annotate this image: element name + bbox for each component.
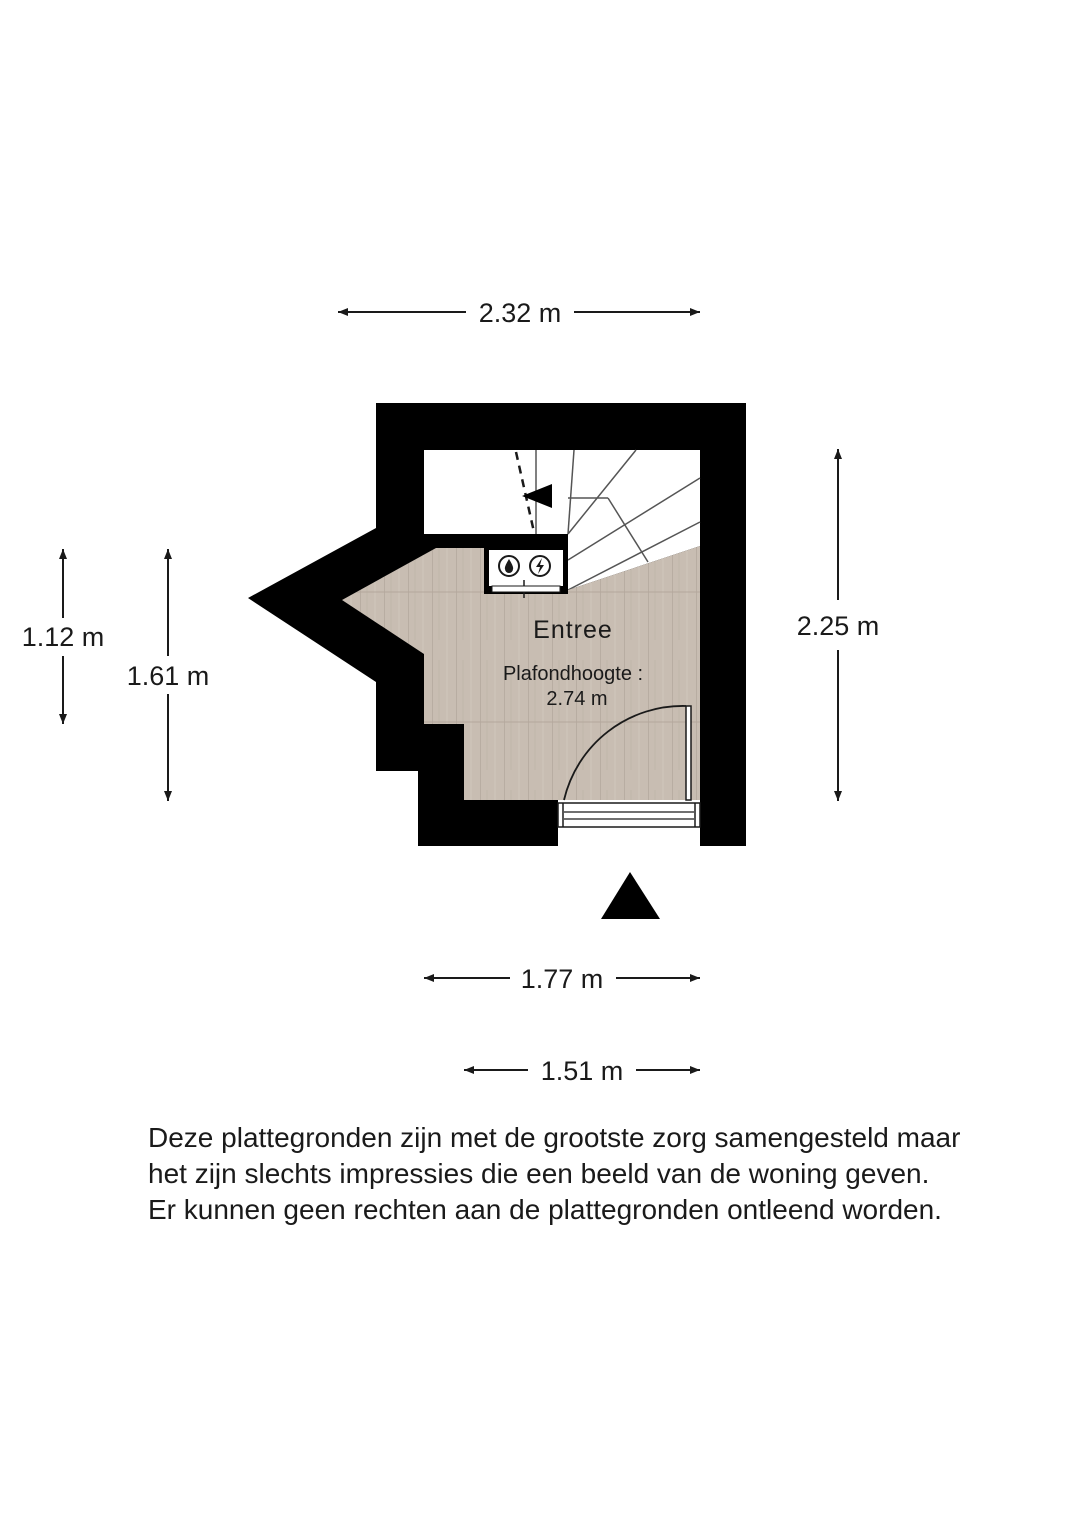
- room-name: Entree: [533, 616, 613, 644]
- disclaimer: [148, 1120, 1078, 1228]
- ceiling-height-label: Plafondhoogte :: [502, 663, 644, 685]
- dimension-label-bottom-upper: 1.77 m: [520, 964, 604, 994]
- dimension-label-right: 2.25 m: [796, 611, 880, 641]
- door-leaf: [686, 706, 691, 800]
- dimension-label-left-outer: 1.61 m: [126, 661, 210, 691]
- ceiling-height-value: 2.74 m: [546, 688, 608, 710]
- dimension-label-bottom-lower: 1.51 m: [540, 1056, 624, 1086]
- door-threshold: [558, 803, 700, 827]
- dimension-top: [338, 298, 700, 328]
- dimension-left-inner: [22, 549, 105, 724]
- dimension-bottom-lower: [464, 1056, 700, 1086]
- disclaimer-line: Deze plattegronden zijn met de grootste zorg samengesteld maar: [148, 1122, 961, 1153]
- disclaimer-line: Er kunnen geen rechten aan de plattegronden ontleend worden.: [148, 1194, 942, 1225]
- disclaimer-line: het zijn slechts impressies die een beeld van de woning geven.: [148, 1158, 930, 1189]
- dimension-left-outer: [127, 549, 210, 801]
- entrance-arrow-icon: [601, 872, 660, 919]
- dimension-bottom-upper: [424, 964, 700, 994]
- dimension-label-top: 2.32 m: [478, 298, 562, 328]
- meter-cupboard: [484, 546, 568, 598]
- dimension-right: [797, 449, 880, 801]
- dimension-label-left-inner: 1.12 m: [21, 622, 105, 652]
